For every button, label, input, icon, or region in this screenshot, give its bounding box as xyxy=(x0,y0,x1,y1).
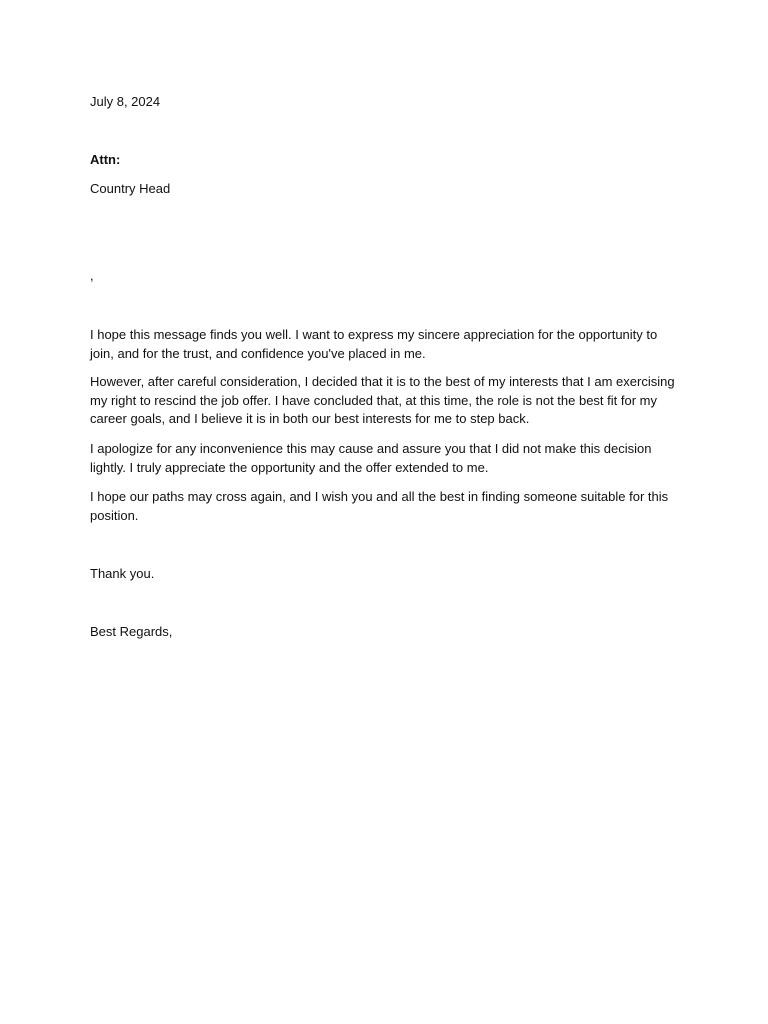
body-paragraph: I apologize for any inconvenience this may cause and assure you that I did not make this decision lightly. I truly appreciate the opportunity and the offer extended to me. xyxy=(90,441,652,475)
attn-label: Attn: xyxy=(90,152,121,167)
thank-you-line: Thank you. xyxy=(90,566,155,581)
letter-date: July 8, 2024 xyxy=(90,94,161,109)
recipient-title: Country Head xyxy=(90,181,171,196)
salutation: , xyxy=(90,268,94,283)
closing-line: Best Regards, xyxy=(90,624,173,639)
body-paragraph: I hope this message finds you well. I want to express my sincere appreciation for the opportunity to join, and for the trust, and confidence you've placed in me. xyxy=(90,327,658,361)
body-paragraph: However, after careful consideration, I decided that it is to the best of my interests that I am exercising my right to rescind the job offer. I have concluded that, at this time, the role is not the best fit for my career goals, and I believe it is in both our best interests for me to step back. xyxy=(90,374,675,426)
body-paragraph: I hope our paths may cross again, and I wish you and all the best in finding someone suitable for this position. xyxy=(90,489,669,523)
